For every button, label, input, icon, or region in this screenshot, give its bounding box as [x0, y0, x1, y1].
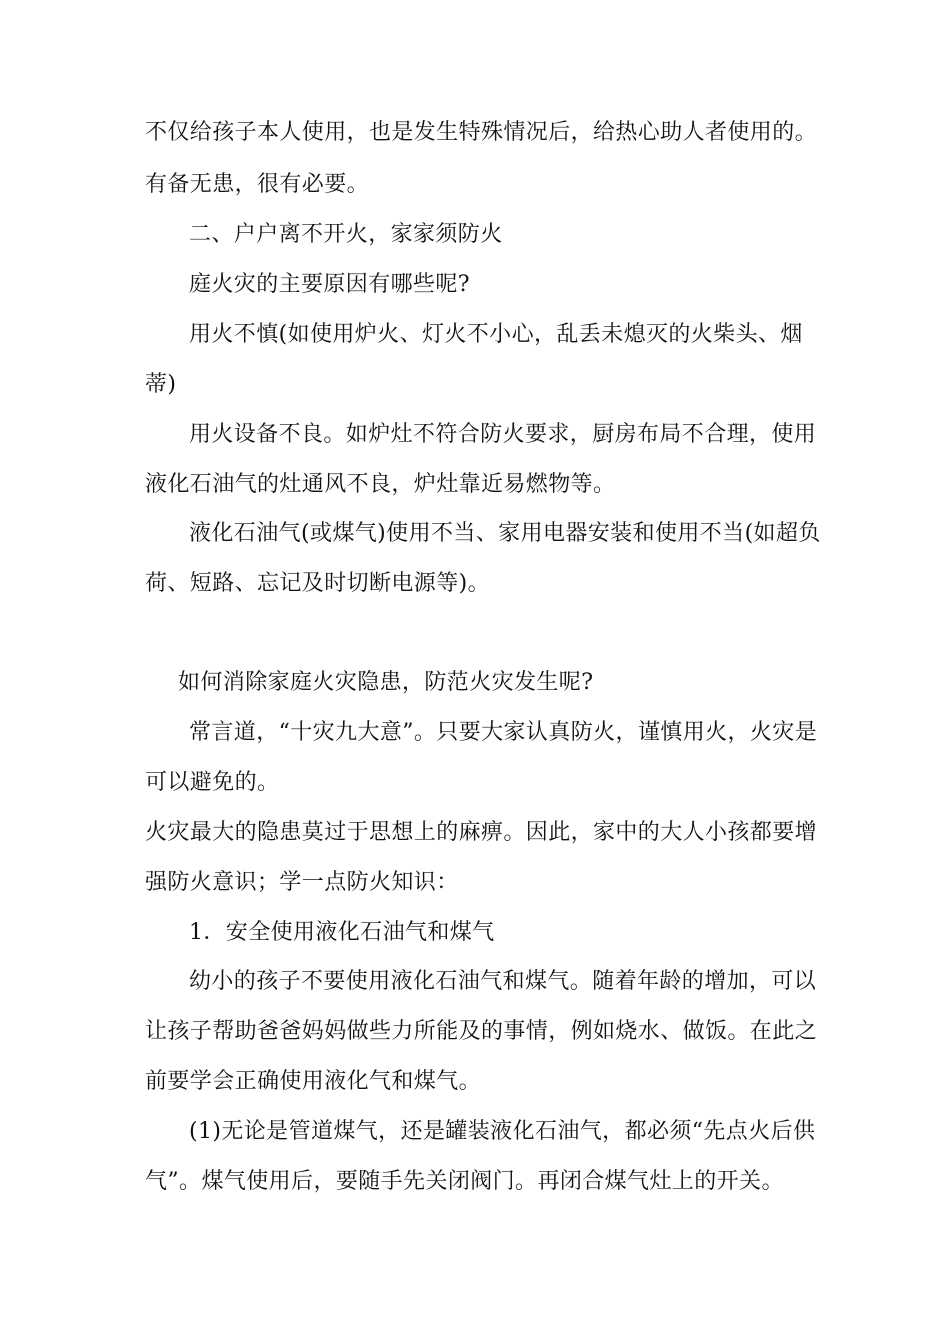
paragraph-line: 强防火意识；学一点防火知识：: [145, 870, 459, 895]
paragraph-line: 有备无患，很有必要。: [145, 172, 370, 197]
paragraph-line: 让孩子帮助爸爸妈妈做些力所能及的事情，例如烧水、做饭。在此之: [145, 1019, 818, 1044]
paragraph-line: 火灾最大的隐患莫过于思想上的麻痹。因此，家中的大人小孩都要增: [145, 820, 818, 845]
numbered-heading: 1．安全使用液化石油气和煤气: [189, 920, 495, 945]
paragraph-line: 蒂): [145, 372, 177, 397]
paragraph-line: 幼小的孩子不要使用液化石油气和煤气。随着年龄的增加，可以: [189, 969, 817, 994]
paragraph-line: 庭火灾的主要原因有哪些呢?: [189, 272, 470, 297]
section-heading: 二、户户离不开火，家家须防火: [189, 222, 503, 247]
paragraph-line: 液化石油气的灶通风不良，炉灶靠近易燃物等。: [145, 472, 616, 497]
paragraph-line: 不仅给孩子本人使用，也是发生特殊情况后，给热心助人者使用的。: [145, 120, 818, 145]
paragraph-line: 气”。煤气使用后，要随手先关闭阀门。再闭合煤气灶上的开关。: [145, 1169, 784, 1194]
paragraph-line: 如何消除家庭火灾隐患，防范火灾发生呢?: [178, 670, 594, 695]
paragraph-line: 用火设备不良。如炉灶不符合防火要求，厨房布局不合理，使用: [189, 422, 817, 447]
paragraph-line: 前要学会正确使用液化气和煤气。: [145, 1069, 482, 1094]
paragraph-line: 可以避免的。: [145, 770, 280, 795]
paragraph-line: 常言道，“十灾九大意”。只要大家认真防火，谨慎用火，火灾是: [189, 720, 818, 745]
paragraph-line: 用火不慎(如使用炉火、灯火不小心，乱丢未熄灭的火柴头、烟: [189, 322, 803, 347]
paragraph-line: 荷、短路、忘记及时切断电源等)。: [145, 571, 490, 596]
paragraph-line: 液化石油气(或煤气)使用不当、家用电器安装和使用不当(如超负: [189, 521, 821, 546]
paragraph-line: (1)无论是管道煤气，还是罐装液化石油气，都必须“先点火后供: [189, 1119, 816, 1144]
